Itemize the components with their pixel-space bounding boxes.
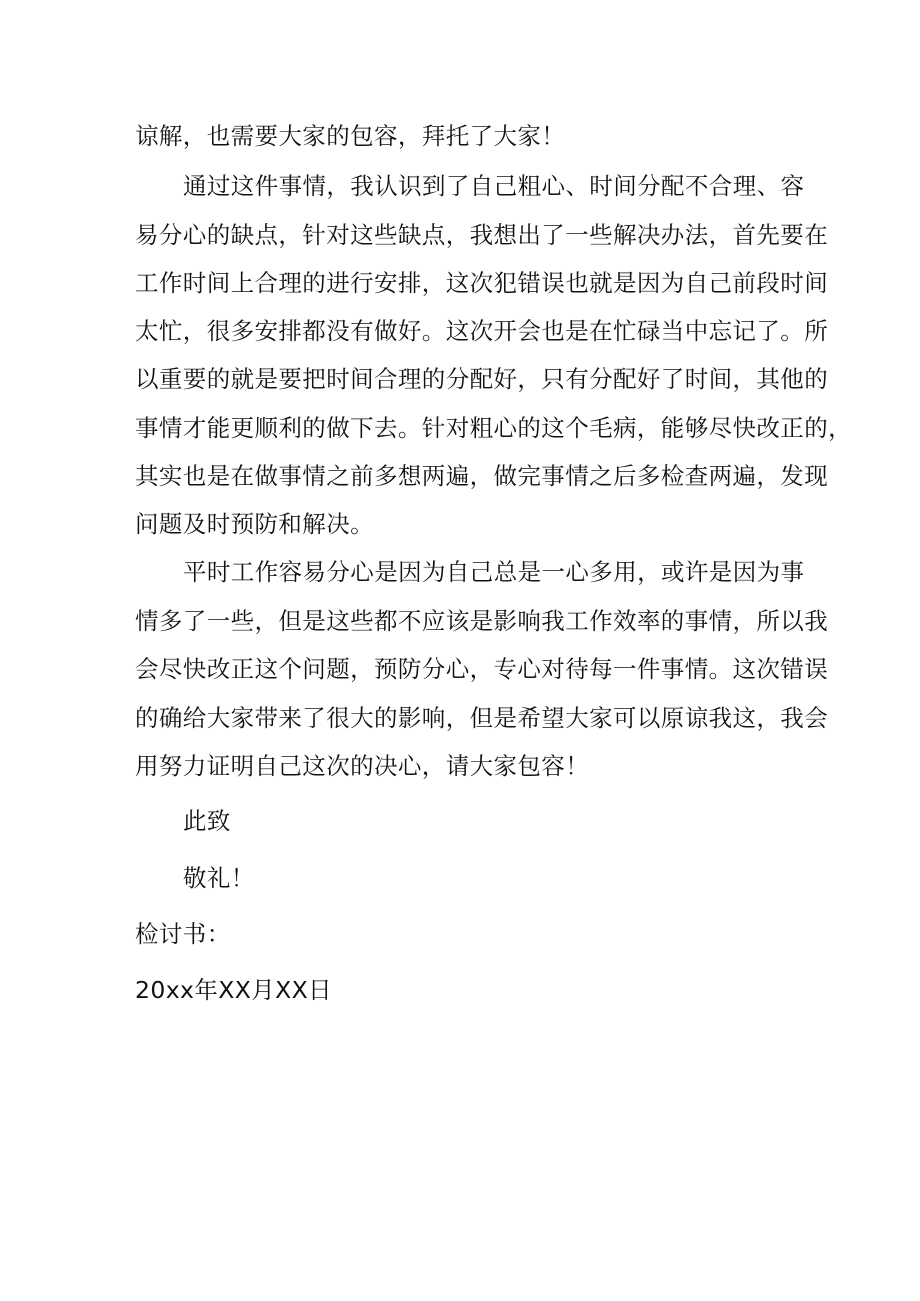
paragraph-2-line-5: 以重要的就是要把时间合理的分配好，只有分配好了时间，其他的 xyxy=(135,365,829,393)
paragraph-3-line-3: 会尽快改正这个问题，预防分心，专心对待每一件事情。这次错误 xyxy=(135,655,829,683)
closing-salutation-2: 敬礼！ xyxy=(183,864,255,892)
paragraph-3-line-5: 用努力证明自己这次的决心，请大家包容！ xyxy=(135,752,590,780)
paragraph-2-line-4: 太忙，很多安排都没有做好。这次开会也是在忙碌当中忘记了。所 xyxy=(135,317,829,345)
paragraph-3-line-1: 平时工作容易分心是因为自己总是一心多用，或许是因为事 xyxy=(183,558,805,586)
paragraph-1-line-1: 谅解，也需要大家的包容，拜托了大家！ xyxy=(135,122,566,150)
closing-salutation-1: 此致 xyxy=(183,807,231,835)
paragraph-2-line-1: 通过这件事情，我认识到了自己粗心、时间分配不合理、容 xyxy=(183,172,805,200)
paragraph-2-line-2: 易分心的缺点，针对这些缺点，我想出了一些解决办法，首先要在 xyxy=(135,221,829,249)
date-line: 20xx年XX月XX日 xyxy=(135,976,333,1004)
paragraph-2-line-8: 问题及时预防和解决。 xyxy=(135,510,374,538)
paragraph-3-line-2: 情多了一些，但是这些都不应该是影响我工作效率的事情，所以我 xyxy=(135,607,829,635)
paragraph-3-line-4: 的确给大家带来了很大的影响，但是希望大家可以原谅我这，我会 xyxy=(135,704,829,732)
paragraph-2-line-3: 工作时间上合理的进行安排，这次犯错误也就是因为自己前段时间 xyxy=(135,269,829,297)
signature-label: 检讨书： xyxy=(135,920,231,948)
paragraph-2-line-6: 事情才能更顺利的做下去。针对粗心的这个毛病，能够尽快改正的， xyxy=(135,414,852,442)
paragraph-2-line-7: 其实也是在做事情之前多想两遍，做完事情之后多检查两遍，发现 xyxy=(135,462,829,490)
